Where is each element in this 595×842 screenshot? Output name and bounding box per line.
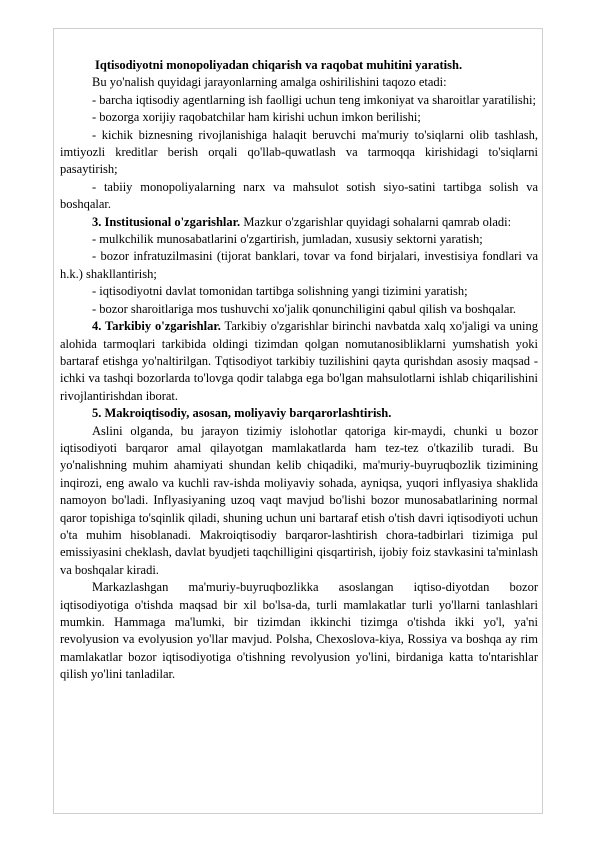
list-item <box>60 231 538 248</box>
section-title: Iqtisodiyotni monopoliyadan chiqarish va raqobat muhitini yaratish. <box>95 58 463 72</box>
paragraph-text: - bozor infratuzilmasini (tijorat banklari, tovar va fond birjalari, investisiya fondlari va h.k.) shakllantirish; <box>60 249 538 281</box>
paragraph-text: Aslini olganda, bu jarayon tizimiy islohotlar qatoriga kir-maydi, chunki u bozor iqtisodiyoti barqaror amal qilayotgan mamlakatlarda ham tez-tez o'tkazilib turadi. Bu yo'nalishning muhim ahamiyati shundan kelib chiqadiki, ma'muriy-buyruqbozlik tizimining inqirozi, eng awalo va kuchli rav-ishda moliyaviy sohada, ayniqsa, yuqori inflyasiya shaklida namoyon bo'ladi. Inflyasiyaning uzoq vaqt mavjud bo'lishi bozor munosabatlarining normal qaror topishiga to'sqinlik qiladi, shuning uchun uni bartaraf etish o'tish davri iqtisodiyoti uchun o'ta muhim hisoblanadi. Makroiqtisodiy barqaror-lashtirish chora-tadbirlari tizimiga pul emissiyasini cheklash, davlat byudjeti taqchilligini qisqartirish, ijobiy foiz stavkasini ta'minlash va boshqalar kiradi. <box>60 423 538 577</box>
list-item <box>60 92 538 109</box>
list-item <box>60 179 538 214</box>
paragraph-transition <box>60 579 538 683</box>
subheading-institutional: 3. Institusional o'zgarishlar. <box>92 214 241 229</box>
paragraph-text: Bu yo'nalish quyidagi jarayonlarning amalga oshirilishini taqozo etadi: <box>92 75 447 90</box>
list-item <box>60 283 538 300</box>
paragraph-text: Mazkur o'zgarishlar quyidagi sohalarni qamrab oladi: <box>240 214 512 229</box>
paragraph-text: - bozorga xorijiy raqobatchilar ham kirishi uchun imkon berilishi; <box>92 110 421 125</box>
paragraph-text: - barcha iqtisodiy agentlarning ish faolligi uchun teng imkoniyat va sharoitlar yaratilishi; <box>92 92 536 107</box>
paragraph-intro <box>60 74 538 91</box>
paragraph-text: Tarkibiy o'zgarishlar birinchi navbatda xalq xo'jaligi va uning alohida tarmoqlari tarkibida oldingi tizimdan qolgan nomutanosibliklarni yumshatish yoki bartaraf etishga yo'naltirilgan. Tqtisodiyot tarkibiy tuzilishini qayta qurishdan asosiy maqsad - ichki va tashqi bozorlarda to'lovga qodir talabga ega bo'lgan mahsulotlarni ishlab chiqarilishini rivojlantirishdan iborat. <box>60 319 538 403</box>
document-body <box>60 57 538 684</box>
paragraph-institutional <box>60 214 538 231</box>
list-item <box>60 248 538 283</box>
subheading-macro: 5. Makroiqtisodiy, asosan, moliyaviy barqarorlashtirish. <box>92 406 392 421</box>
paragraph-text: - iqtisodiyotni davlat tomonidan tartibga solishning yangi tizimini yaratish; <box>92 284 468 299</box>
paragraph-macro <box>60 423 538 580</box>
list-item <box>60 109 538 126</box>
paragraph-text: - tabiiy monopoliyalarning narx va mahsulot sotish siyo-satini tartibga solish va boshqalar. <box>60 179 538 212</box>
list-item <box>60 301 538 318</box>
paragraph-text: - bozor sharoitlariga mos tushuvchi xo'jalik qonunchiligini qabul qilish va boshqalar. <box>92 301 517 316</box>
paragraph-text: - kichik biznesning rivojlanishiga halaqit beruvchi ma'muriy to'siqlarni olib tashlash, imtiyozli kreditlar berish orqali qo'llab-quwatlash va tarmoqqa kirishidagi to'siqlarni pasaytirish; <box>60 127 538 177</box>
paragraph-structural <box>60 318 538 405</box>
paragraph-text: Markazlashgan ma'muriy-buyruqbozlikka asoslangan iqtiso-diyotdan bozor iqtisodiyotiga o'tishda maqsad bir xil bo'lsa-da, turli mamlakatlar turli yo'llarni tanlashlari mumkin. Hammaga ma'lumki, bir tizimdan ikkinchi tizimga o'tishda ikki yo'l, ya'ni revolyusion va evolyusion yo'llar mavjud. Polsha, Chexoslova-kiya, Rossiya va boshqa ay rim mamlakatlar bozor iqtisodiyotiga o'tishning revolyusion yo'lini, birdaniga katta to'ntarishlar qilish yo'lini tanladilar. <box>60 580 538 682</box>
paragraph-text: - mulkchilik munosabatlarini o'zgartirish, jumladan, xususiy sektorni yaratish; <box>92 232 483 247</box>
subheading-structural: 4. Tarkibiy o'zgarishlar. <box>92 319 221 334</box>
list-item <box>60 127 538 179</box>
paragraph-macro-heading <box>60 405 538 422</box>
